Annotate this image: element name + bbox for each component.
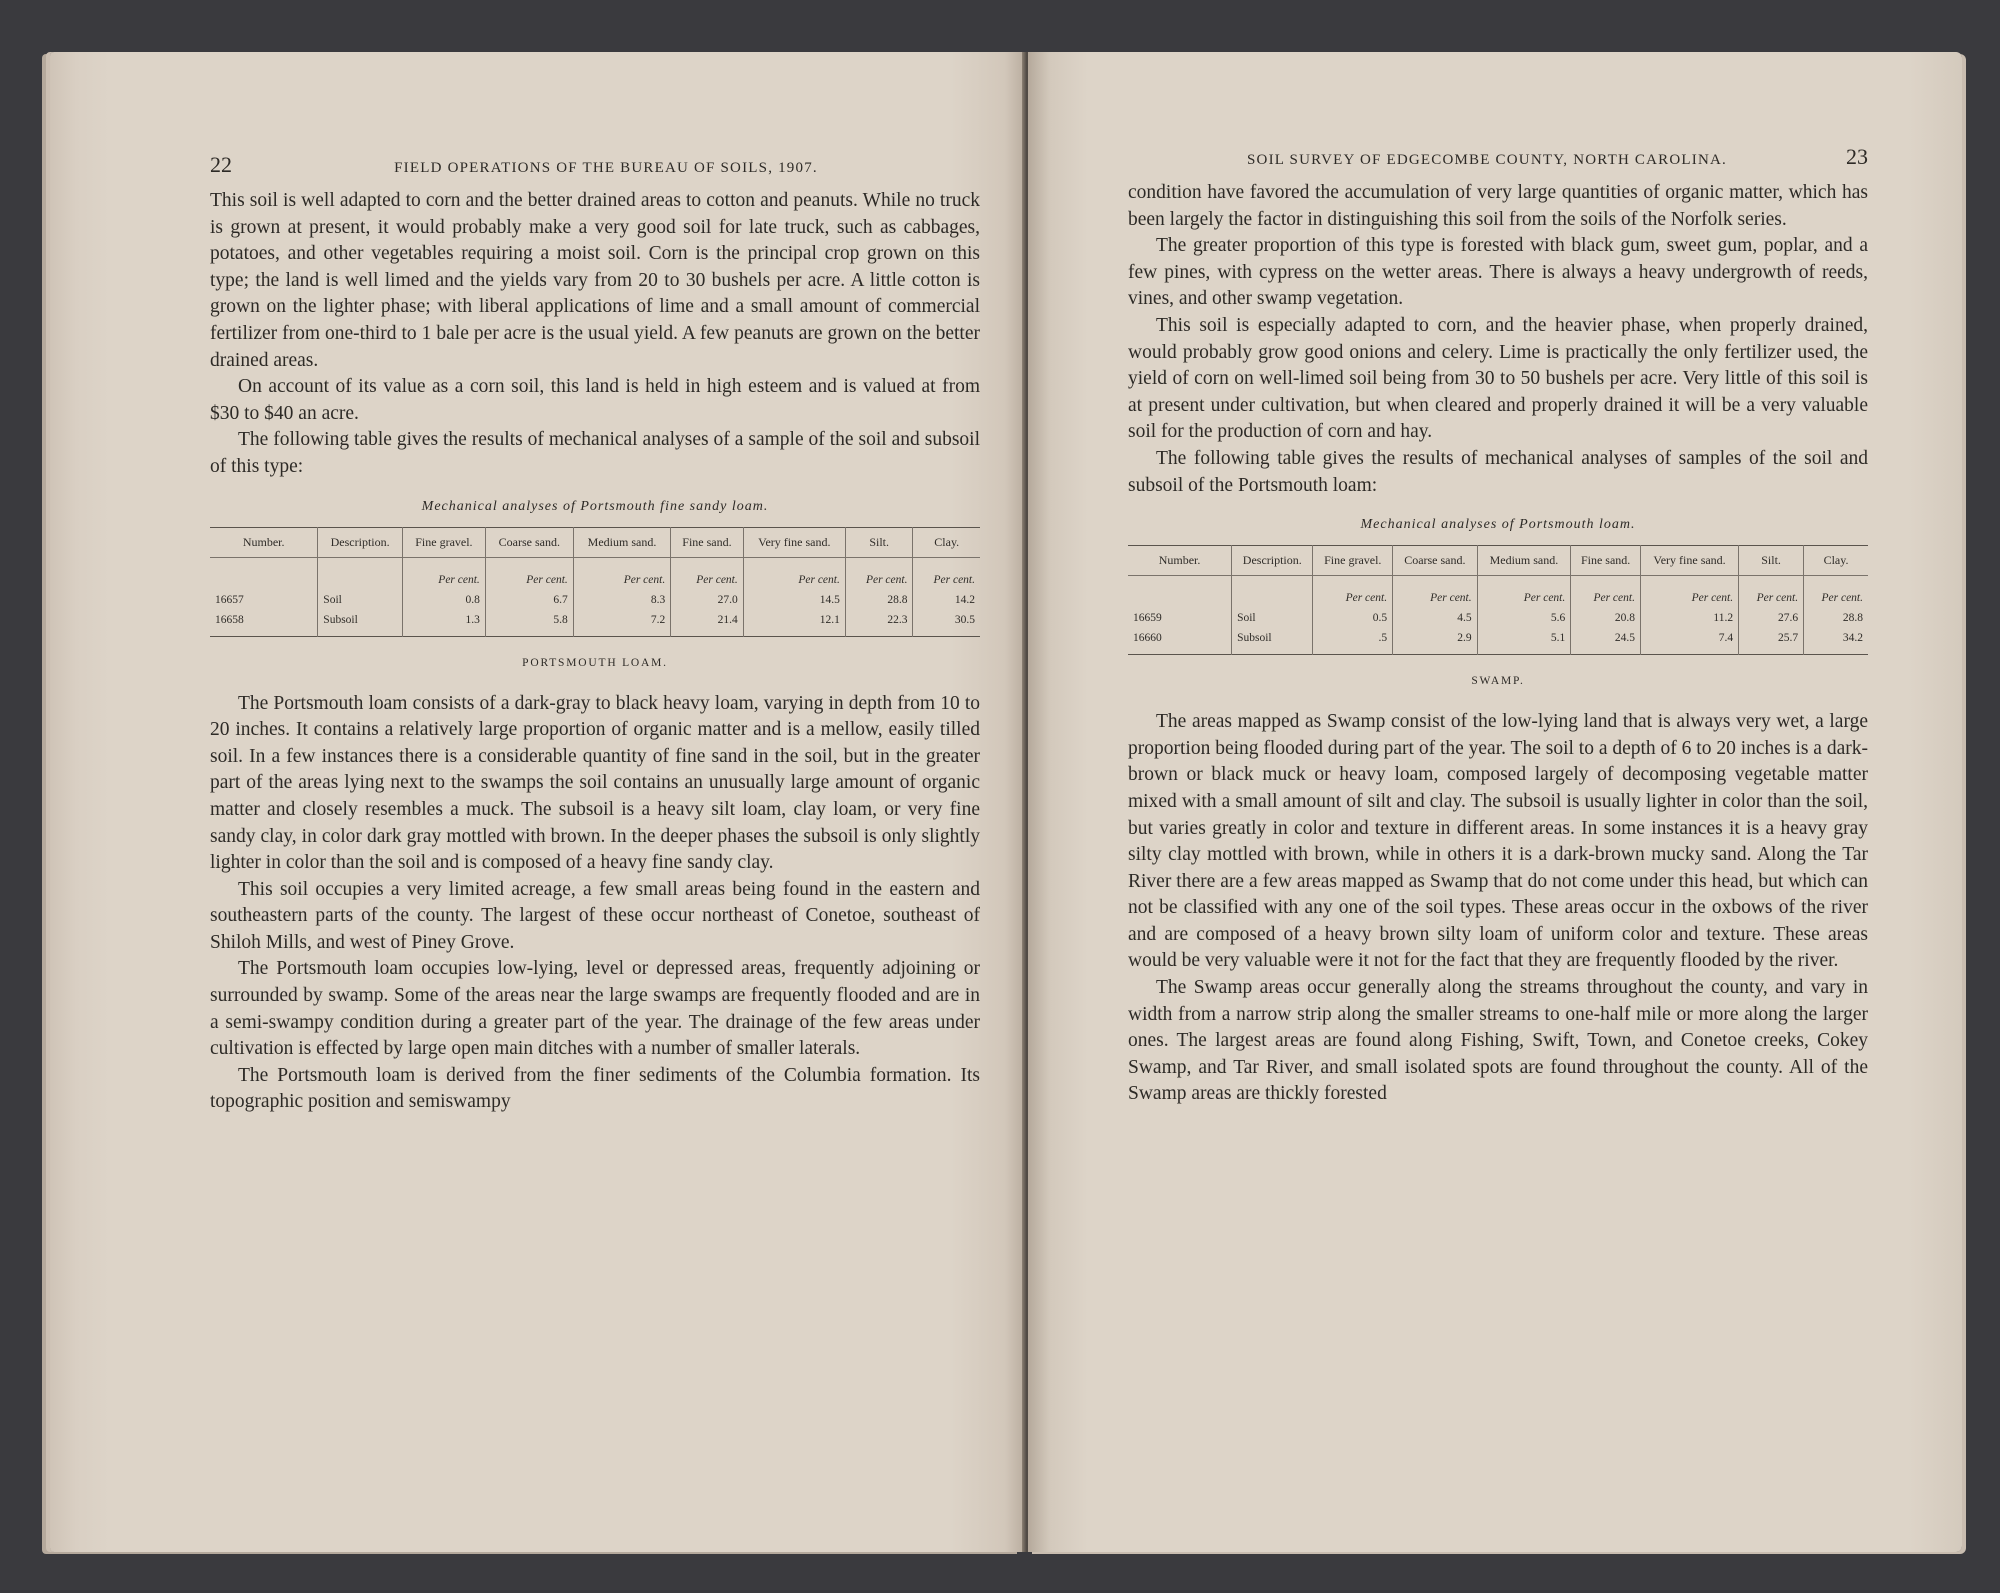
table-row	[210, 610, 980, 637]
column-header: Silt.	[845, 527, 913, 557]
table-cell: 16660	[1128, 628, 1232, 655]
table-cell: 30.5	[954, 613, 975, 626]
table-caption: Mechanical analyses of Portsmouth fine sandy loam.	[421, 498, 769, 514]
table-cell: Subsoil	[1232, 628, 1313, 655]
table-row	[1128, 608, 1868, 628]
column-header: Very fine sand.	[743, 527, 845, 557]
section-title: PORTSMOUTH LOAM.	[522, 656, 668, 669]
column-header: Fine gravel.	[1313, 546, 1393, 576]
table-cell: 2.9	[1393, 628, 1478, 655]
table-cell: Per cent.	[1640, 576, 1738, 609]
table-cell: 28.8	[845, 590, 913, 610]
table-cell	[1128, 576, 1232, 609]
table-cell: Per cent.	[1821, 592, 1863, 605]
right-page	[1028, 52, 1962, 1552]
table-cell: Per cent.	[1313, 576, 1393, 609]
paragraph: This soil is especially adapted to corn, and the heavier phase, when properly drained, would probably grow good onions and celery. Lime is practically the only fertilizer used, the yield of corn on well-limed soil being from 30 to 50 bushels per acre. Very little of this soil is at present under cultivation, but when cleared and properly drained it will be a very valuable soil for the production of corn and hay.	[1128, 314, 1868, 443]
paragraph: On account of its value as a corn soil, this land is held in high esteem and is valued at from $30 to $40 an acre.	[210, 376, 980, 424]
table-cell: 16657	[210, 590, 318, 610]
mechanical-analyses-table	[1128, 545, 1868, 655]
table-cell: .5	[1313, 628, 1393, 655]
column-header: Clay.	[1804, 546, 1868, 576]
page-number: 23	[1846, 144, 1868, 169]
table-cell: 22.3	[845, 610, 913, 637]
column-header: Clay.	[913, 527, 980, 557]
column-header: Description.	[318, 527, 403, 557]
table-cell: 34.2	[1842, 632, 1863, 645]
table-cell: 0.5	[1313, 608, 1393, 628]
paragraph: The greater proportion of this type is forested with black gum, sweet gum, poplar, and a few pines, with cypress on the wetter areas. There is always a heavy undergrowth of reeds, vines, and other swamp vegetation.	[1128, 235, 1868, 310]
column-header: Coarse sand.	[1393, 546, 1478, 576]
paragraph: The Swamp areas occur generally along the streams throughout the county, and vary in width from a narrow strip along the smaller streams to one-half mile or more along the larger ones. The largest areas are found along Fishing, Swift, Town, and Conetoe creeks, Cokey Swamp, and Tar River, and small isolated spots are found throughout the county. All of the Swamp areas are thickly forested	[1128, 977, 1868, 1105]
paragraph: The Portsmouth loam occupies low-lying, level or depressed areas, frequently adjoining or surrounded by swamp. Some of the areas near the large swamps are frequently flooded and are in a semi-swampy condition during a greater part of the year. The drainage of the few areas under cultivation is effected by large open main ditches with a number of smaller laterals.	[210, 958, 980, 1060]
unit-row	[210, 557, 980, 590]
mechanical-analyses-table	[210, 527, 980, 637]
paragraph: This soil is well adapted to corn and the better drained areas to cotton and peanuts. While no truck is grown at present, it would probably make a very good soil for late truck, such as cabbages, potatoes, and other vegetables requiring a moist soil. Corn is the principal crop grown on this type; the land is well limed and the yields vary from 20 to 30 bushels per acre. A little cotton is grown on the lighter phase; with liberal applications of lime and a small amount of commercial fertilizer from one-third to 1 bale per acre is the usual yield. A few peanuts are grown on the better drained areas.	[210, 190, 980, 371]
table-cell: Per cent.	[743, 557, 845, 590]
table-cell: Per cent.	[1571, 576, 1641, 609]
table-header-row	[1128, 546, 1868, 576]
table-cell: 7.4	[1640, 628, 1738, 655]
table-cell: 20.8	[1571, 608, 1641, 628]
table-cell: 1.3	[402, 610, 485, 637]
table-cell	[1232, 576, 1313, 609]
paragraph: The following table gives the results of mechanical analyses of samples of the soil and subsoil of the Portsmouth loam:	[1128, 447, 1868, 496]
paragraph: The areas mapped as Swamp consist of the low-lying land that is always very wet, a large proportion being flooded during part of the year. The soil to a depth of 6 to 20 inches is a dark-brown or black muck or heavy loam, composed largely of decomposing vegetable matter mixed with a small amount of silt and clay. The subsoil is usually lighter in color than the soil, but varies greatly in color and texture in different areas. In some instances it is a heavy gray silty clay mottled with brown, while in others it is a dark-brown mucky sand. Along the Tar River there are a few areas mapped as Swamp that do not come under this head, but which can not be classified with any one of the soil types. These areas occur in the oxbows of the river and are composed of a heavy brown silty loam of uniform color and texture. These areas would be very valuable were it not for the fact that they are frequently flooded by the river.	[1128, 711, 1868, 972]
running-head: FIELD OPERATIONS OF THE BUREAU OF SOILS, 1907.	[394, 160, 818, 176]
paragraph: This soil occupies a very limited acreage, a few small areas being found in the eastern and southeastern parts of the county. The largest of these occur northeast of Conetoe, southeast of Shiloh Mills, and west of Piney Grove.	[210, 878, 980, 953]
table-header-row	[210, 527, 980, 557]
table-row	[1128, 628, 1868, 655]
unit-row	[1128, 576, 1868, 609]
table-cell: 0.8	[402, 590, 485, 610]
paragraph: The Portsmouth loam is derived from the finer sediments of the Columbia formation. Its topographic position and semiswampy	[210, 1064, 980, 1113]
table-cell: 24.5	[1571, 628, 1641, 655]
table-cell: Per cent.	[402, 557, 485, 590]
paragraph: condition have favored the accumulation of very large quantities of organic matter, which has been largely the factor in distinguishing this soil from the soils of the Norfolk series.	[1128, 182, 1868, 230]
table-cell: Per cent.	[845, 557, 913, 590]
column-header: Medium sand.	[573, 527, 670, 557]
table-cell: Subsoil	[318, 610, 403, 637]
table-cell: 27.6	[1739, 608, 1804, 628]
table-cell: 25.7	[1739, 628, 1804, 655]
table-cell: 16659	[1128, 608, 1232, 628]
left-page	[50, 52, 1025, 1552]
section-title: SWAMP.	[1471, 675, 1525, 688]
table-cell: 5.6	[1477, 608, 1571, 628]
column-header: Silt.	[1739, 546, 1804, 576]
table-cell: 28.8	[1842, 612, 1863, 625]
table-cell: 7.2	[573, 610, 670, 637]
table-cell: 14.2	[954, 593, 975, 606]
table-cell: Per cent.	[933, 573, 975, 586]
left-page-content	[210, 152, 980, 1116]
running-head: SOIL SURVEY OF EDGECOMBE COUNTY, NORTH CAROLINA.	[1247, 152, 1727, 168]
column-header: Medium sand.	[1477, 546, 1571, 576]
column-header: Description.	[1232, 546, 1313, 576]
table-cell: Per cent.	[1393, 576, 1478, 609]
table-cell: Per cent.	[1477, 576, 1571, 609]
table-cell: 6.7	[485, 590, 573, 610]
table-caption: Mechanical analyses of Portsmouth loam.	[1360, 517, 1636, 533]
table-cell: Soil	[1232, 608, 1313, 628]
table-cell: 21.4	[671, 610, 744, 637]
book-spread	[50, 52, 1962, 1552]
table-cell: 16658	[210, 610, 318, 637]
right-page-content	[1128, 144, 1868, 1108]
column-header: Fine sand.	[1571, 546, 1641, 576]
table-cell: Per cent.	[671, 557, 744, 590]
column-header: Very fine sand.	[1640, 546, 1738, 576]
table-cell	[318, 557, 403, 590]
table-cell	[210, 557, 318, 590]
table-cell: Per cent.	[573, 557, 670, 590]
column-header: Coarse sand.	[485, 527, 573, 557]
paragraph: The Portsmouth loam consists of a dark-gray to black heavy loam, varying in depth from 10 to 20 inches. It contains a relatively large proportion of organic matter and is a mellow, easily tilled soil. In a few instances there is a considerable quantity of fine sand in the soil, but in the greater part of the areas lying next to the swamps the soil contains an unusually large amount of organic matter and closely resembles a muck. The subsoil is a heavy silt loam, clay loam, or very fine sandy clay, in color dark gray mottled with brown. In the deeper phases the subsoil is only slightly lighter in color than the soil and is composed of a heavy fine sandy clay.	[210, 692, 980, 874]
table-cell: 27.0	[671, 590, 744, 610]
table-cell: Per cent.	[1739, 576, 1804, 609]
right-page-header	[1128, 144, 1868, 170]
column-header: Fine sand.	[671, 527, 744, 557]
table-cell: Soil	[318, 590, 403, 610]
column-header: Fine gravel.	[402, 527, 485, 557]
page-number: 22	[210, 152, 232, 177]
paragraph: The following table gives the results of mechanical analyses of a sample of the soil and subsoil of this type:	[210, 429, 980, 477]
table-cell: 4.5	[1393, 608, 1478, 628]
table-cell: 5.8	[485, 610, 573, 637]
column-header: Number.	[210, 527, 318, 557]
table-cell: 12.1	[743, 610, 845, 637]
table-cell: 5.1	[1477, 628, 1571, 655]
table-cell: Per cent.	[485, 557, 573, 590]
table-cell: 14.5	[743, 590, 845, 610]
table-cell: 11.2	[1640, 608, 1738, 628]
column-header: Number.	[1128, 546, 1232, 576]
left-page-header	[210, 152, 980, 178]
table-cell: 8.3	[573, 590, 670, 610]
table-row	[210, 590, 980, 610]
